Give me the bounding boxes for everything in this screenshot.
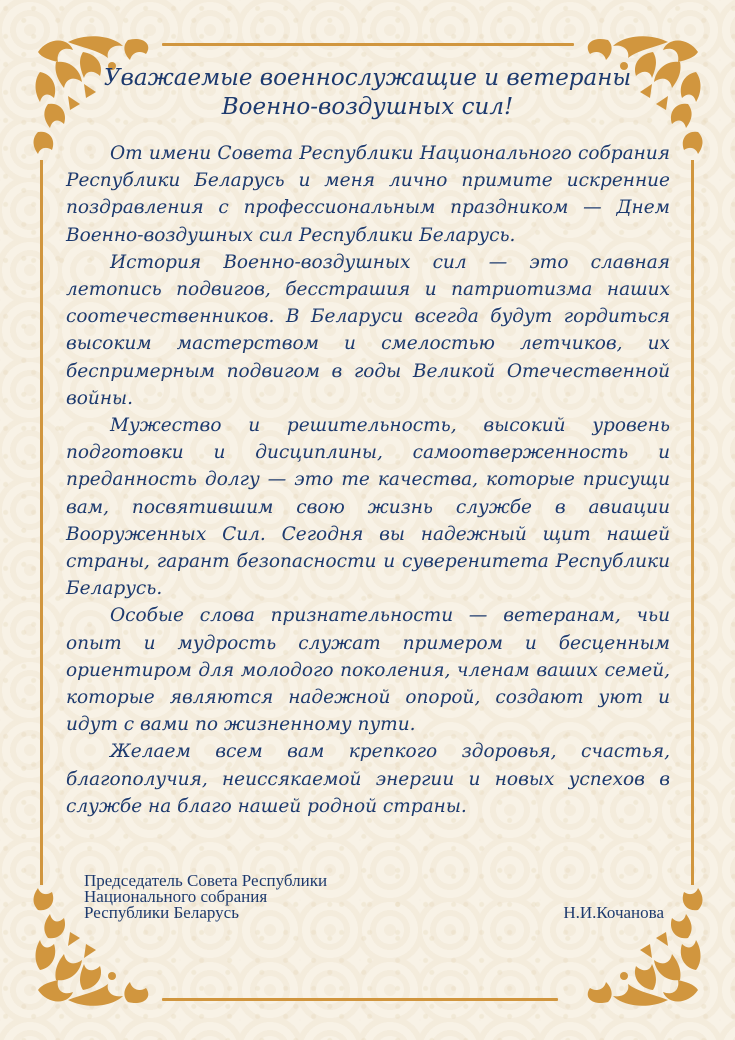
letter-body: [66, 140, 670, 820]
signatory-name: Н.И.Кочанова: [563, 903, 664, 922]
letter-title-line-2: Военно-воздушных сил!: [221, 94, 514, 120]
paragraph-congratulations: От имени Совета Республики Национального собрания Республики Беларусь и меня лично примите искренние поздравления с профессиональным праздником — Днем Военно-воздушных сил Республики Беларусь.: [66, 143, 670, 246]
left-border-line: [40, 160, 43, 885]
signature-block: [84, 873, 664, 921]
top-border-line: [162, 43, 574, 46]
right-border-line: [691, 160, 694, 885]
paragraph-courage: Мужество и решительность, высокий уровень подготовки и дисциплины, самоотверженность и преданность долгу — это те качества, которые присущи вам, посвятившим свою жизнь службе в авиации Вооруженных Сил. Сегодня вы надежный щит нашей страны, гарант безопасности и суверенитета Республики Беларусь.: [66, 415, 670, 600]
paragraph-wishes: Желаем всем вам крепкого здоровья, счастья, благополучия, неиссякаемой энергии и новых успехов в службе на благо нашей родной страны.: [66, 741, 670, 817]
paragraph-history: История Военно-воздушных сил — это славная летопись подвигов, бесстрашия и патриотизма наших соотечественников. В Беларуси всегда будут гордиться высоким мастерством и смелостью летчиков, их беспримерным подвигом в годы Великой Отечественной войны.: [66, 251, 670, 409]
letter-title-line-1: Уважаемые военнослужащие и ветераны: [103, 65, 632, 91]
signatory-position-line-2: Национального собрания: [84, 887, 268, 906]
bottom-border-line: [162, 998, 558, 1001]
signatory-position-line-3: Республики Беларусь: [84, 903, 239, 922]
signatory-position-line-1: Председатель Совета Республики: [84, 871, 328, 890]
paragraph-veterans: Особые слова признательности — ветеранам, чьи опыт и мудрость служат примером и бесценным ориентиром для молодого поколения, членам ваших семей, которые являются надежной опорой, создают уют и идут с вами по жизненному пути.: [66, 605, 670, 736]
